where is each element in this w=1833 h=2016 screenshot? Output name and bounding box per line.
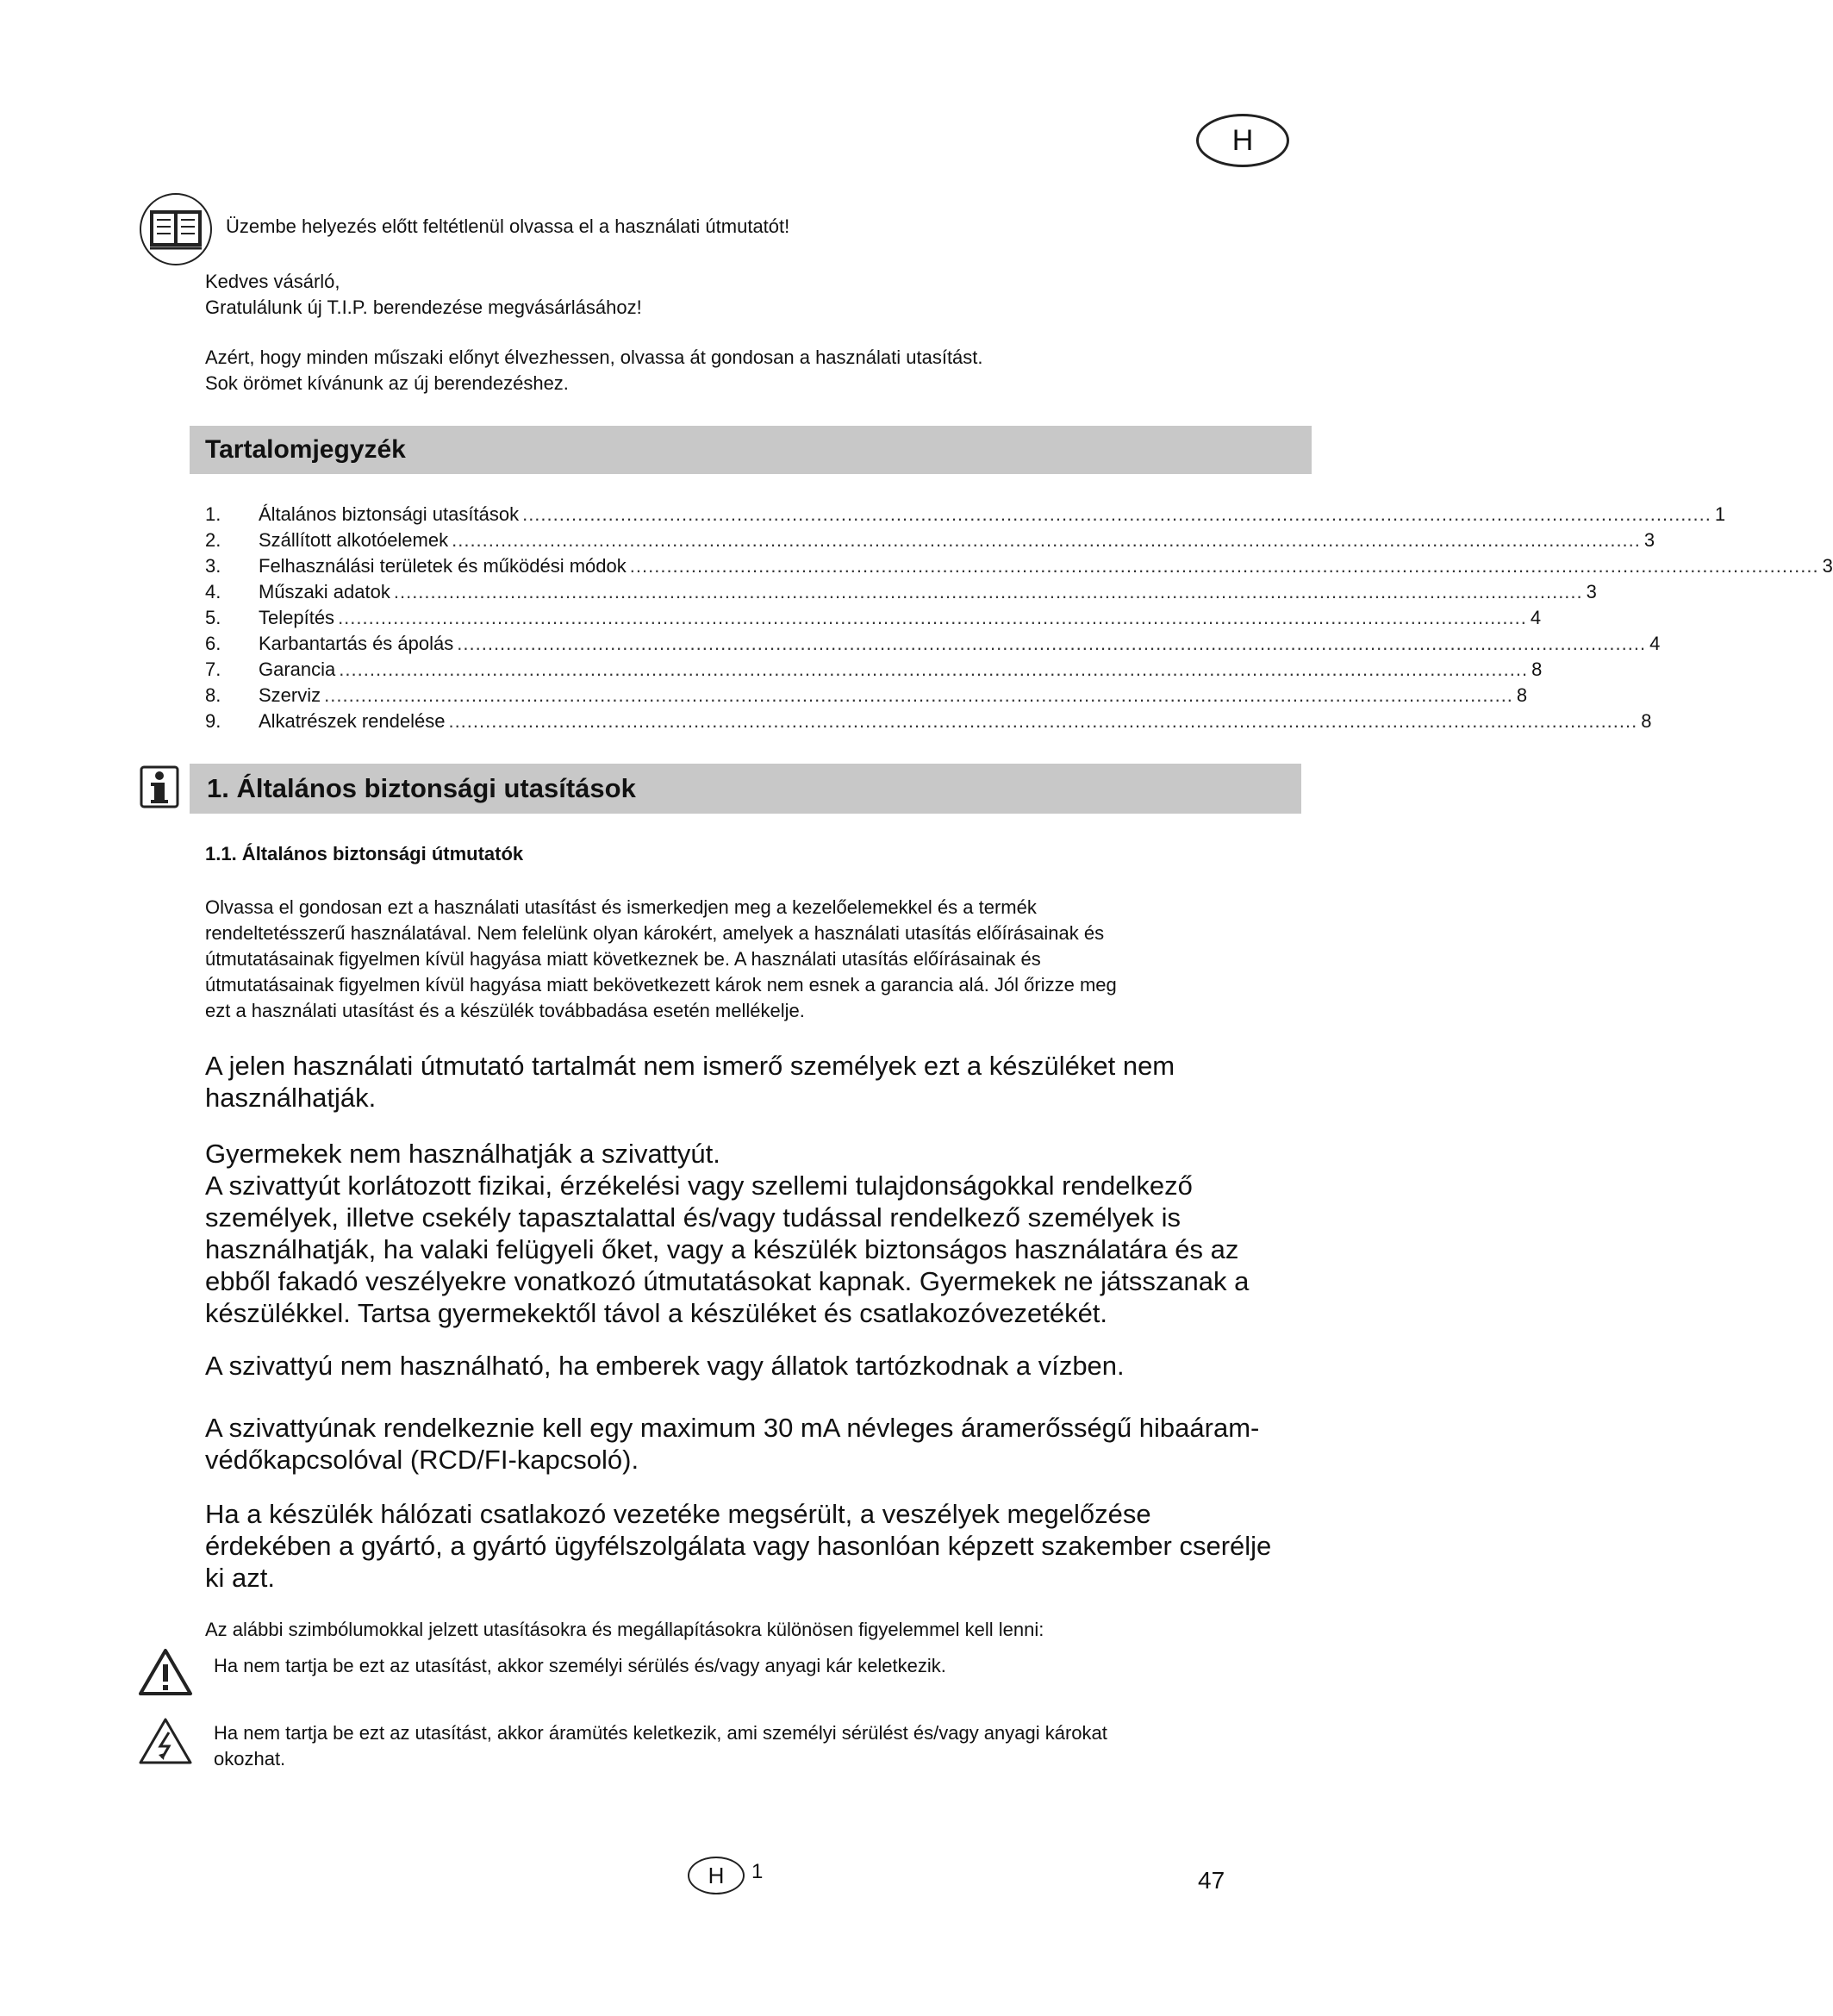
- toc-number: 1.: [205, 503, 221, 525]
- toc-number: 4.: [205, 581, 221, 602]
- toc-leader: ..................................................................................................................................................................................................: [324, 684, 1513, 706]
- toc-number: 8.: [205, 684, 221, 706]
- toc-title: Garancia: [259, 658, 336, 680]
- paragraph-line: Olvassa el gondosan ezt a használati utasítást és ismerkedjen meg a kezelőelemekkel és a termék: [205, 896, 1037, 918]
- warning-text: Ha nem tartja be ezt az utasítást, akkor személyi sérülés és/vagy anyagi kár keletkezik.: [214, 1655, 946, 1676]
- toc-number: 6.: [205, 633, 221, 654]
- section-heading: 1. Általános biztonsági utasítások: [190, 764, 1301, 814]
- paragraph-line: ezt a használati utasítást és a készülék továbbadása esetén mellékelje.: [205, 1000, 805, 1021]
- paragraph-line: rendeltetésszerű használatával. Nem felelünk olyan károkért, amelyek a használati utasítás előírásainak és: [205, 922, 1105, 944]
- toc-number: 9.: [205, 710, 221, 732]
- electric-shock-icon: [138, 1717, 193, 1765]
- toc-row[interactable]: [205, 633, 1661, 658]
- toc-number: 3.: [205, 555, 221, 577]
- paragraph-line: útmutatásainak figyelmen kívül hagyása miatt következnek be. A használati utasítás előírásainak és: [205, 948, 1041, 970]
- paragraph-line: személyek, illetve csekély tapasztalattal és/vagy tudással rendelkező személyek is: [205, 1202, 1181, 1233]
- toc-title: Telepítés: [259, 607, 335, 628]
- toc-title: Szerviz: [259, 684, 321, 706]
- toc-row[interactable]: [205, 529, 1655, 555]
- greeting-line: Kedves vásárló,: [205, 271, 340, 292]
- greeting-line: Gratulálunk új T.I.P. berendezése megvásárlásához!: [205, 296, 642, 318]
- toc-number: 5.: [205, 607, 221, 628]
- electric-warning-text: [214, 1720, 1291, 1772]
- toc-leader: ..................................................................................................................................................................................................: [448, 710, 1638, 732]
- toc-title: Felhasználási területek és működési módok: [259, 555, 627, 577]
- intro-line: Sok örömet kívánunk az új berendezéshez.: [205, 372, 569, 394]
- footer-badge-label: H: [708, 1862, 725, 1888]
- toc-page: 4: [1649, 633, 1661, 654]
- intro-text: [205, 345, 983, 396]
- toc-page: 8: [1531, 658, 1543, 680]
- paragraph-line: érdekében a gyártó, a gyártó ügyfélszolgálata vagy hasonlóan képzett szakember cserélje: [205, 1531, 1272, 1561]
- toc-page: 4: [1530, 607, 1542, 628]
- instructions-paragraph: [205, 895, 1300, 1024]
- paragraph-line: A szivattyút korlátozott fizikai, érzékelési vagy szellemi tulajdonságokkal rendelkező: [205, 1170, 1193, 1201]
- paragraph-line: Gyermekek nem használhatják a szivattyút.: [205, 1139, 720, 1169]
- language-badge-label: H: [1231, 123, 1254, 157]
- paragraph-line: útmutatásainak figyelmen kívül hagyása miatt bekövetkezett károk nem esnek a garancia alá. Jól őrizze meg: [205, 974, 1117, 996]
- safety-paragraph-cable: [205, 1498, 1308, 1594]
- toc-title: Alkatrészek rendelése: [259, 710, 446, 732]
- toc-title: Karbantartás és ápolás: [259, 633, 454, 654]
- toc-number: 2.: [205, 529, 221, 551]
- toc-row[interactable]: [205, 658, 1543, 684]
- toc-title: Általános biztonsági utasítások: [259, 503, 520, 525]
- safety-paragraph-children: [205, 1138, 1308, 1329]
- safety-paragraph-rcd: [205, 1412, 1308, 1476]
- toc-page: 1: [1714, 503, 1726, 525]
- warning-triangle-icon: [138, 1648, 193, 1696]
- toc-title: Műszaki adatok: [259, 581, 390, 602]
- toc-heading: Tartalomjegyzék: [190, 426, 1312, 474]
- subsection-heading: 1.1. Általános biztonsági útmutatók: [205, 843, 524, 864]
- toc-row[interactable]: [205, 607, 1542, 633]
- safety-paragraph-water: A szivattyú nem használható, ha emberek vagy állatok tartózkodnak a vízben.: [205, 1351, 1125, 1381]
- footer-section-number: 1: [751, 1860, 764, 1883]
- symbols-intro: Az alábbi szimbólumokkal jelzett utasításokra és megállapításokra különösen figyelemmel kell lenni:: [205, 1619, 1044, 1640]
- toc-leader: ..................................................................................................................................................................................................: [339, 658, 1529, 680]
- toc-leader: ..................................................................................................................................................................................................: [457, 633, 1647, 654]
- info-icon: [140, 765, 179, 808]
- footer-language-badge: [688, 1857, 745, 1894]
- toc-leader: ..................................................................................................................................................................................................: [393, 581, 1583, 602]
- toc-leader: ..................................................................................................................................................................................................: [522, 503, 1711, 525]
- intro-line: Azért, hogy minden műszaki előnyt élvezhessen, olvassa át gondosan a használati utasítást.: [205, 346, 983, 368]
- toc-row[interactable]: [205, 710, 1652, 736]
- paragraph-line: okozhat.: [214, 1748, 286, 1769]
- toc-leader: ..................................................................................................................................................................................................: [452, 529, 1641, 551]
- paragraph-line: készülékkel. Tartsa gyermekektől távol a készüléket és csatlakozóvezetékét.: [205, 1298, 1108, 1328]
- toc-page: 8: [1641, 710, 1652, 732]
- toc-title: Szállított alkotóelemek: [259, 529, 449, 551]
- page-number: 47: [1198, 1867, 1225, 1894]
- greeting: [205, 269, 642, 321]
- toc-number: 7.: [205, 658, 221, 680]
- toc-leader: ..................................................................................................................................................................................................: [338, 607, 1527, 628]
- paragraph-line: védőkapcsolóval (RCD/FI-kapcsoló).: [205, 1445, 639, 1475]
- toc-page: 3: [1586, 581, 1597, 602]
- language-badge: [1196, 114, 1289, 167]
- toc-leader: ..................................................................................................................................................................................................: [629, 555, 1819, 577]
- toc-page: 3: [1643, 529, 1655, 551]
- toc-row[interactable]: [205, 684, 1528, 710]
- toc-page: 8: [1516, 684, 1528, 706]
- paragraph-line: A jelen használati útmutató tartalmát nem ismerő személyek ezt a készüléket nem: [205, 1051, 1175, 1081]
- toc-page: 3: [1822, 555, 1833, 577]
- toc-row[interactable]: [205, 581, 1597, 607]
- paragraph-line: ebből fakadó veszélyekre vonatkozó útmutatásokat kapnak. Gyermekek ne játsszanak a: [205, 1266, 1250, 1296]
- toc-row[interactable]: [205, 503, 1726, 529]
- paragraph-line: ki azt.: [205, 1563, 275, 1593]
- read-manual-notice: Üzembe helyezés előtt feltétlenül olvassa el a használati útmutatót!: [226, 215, 790, 237]
- paragraph-line: használhatják, ha valaki felügyeli őket, vagy a készülék biztonságos használatára és az: [205, 1234, 1239, 1264]
- paragraph-line: A szivattyúnak rendelkeznie kell egy maximum 30 mA névleges áramerősségű hibaáram-: [205, 1413, 1260, 1443]
- safety-paragraph-unfamiliar-users: [205, 1050, 1308, 1114]
- paragraph-line: Ha a készülék hálózati csatlakozó vezetéke megsérült, a veszélyek megelőzése: [205, 1499, 1151, 1529]
- paragraph-line: használhatják.: [205, 1083, 377, 1113]
- toc-row[interactable]: [205, 555, 1833, 581]
- table-of-contents: [205, 503, 1833, 736]
- book-icon: [138, 191, 214, 267]
- paragraph-line: Ha nem tartja be ezt az utasítást, akkor áramütés keletkezik, ami személyi sérülést és/vagy anyagi károkat: [214, 1722, 1107, 1744]
